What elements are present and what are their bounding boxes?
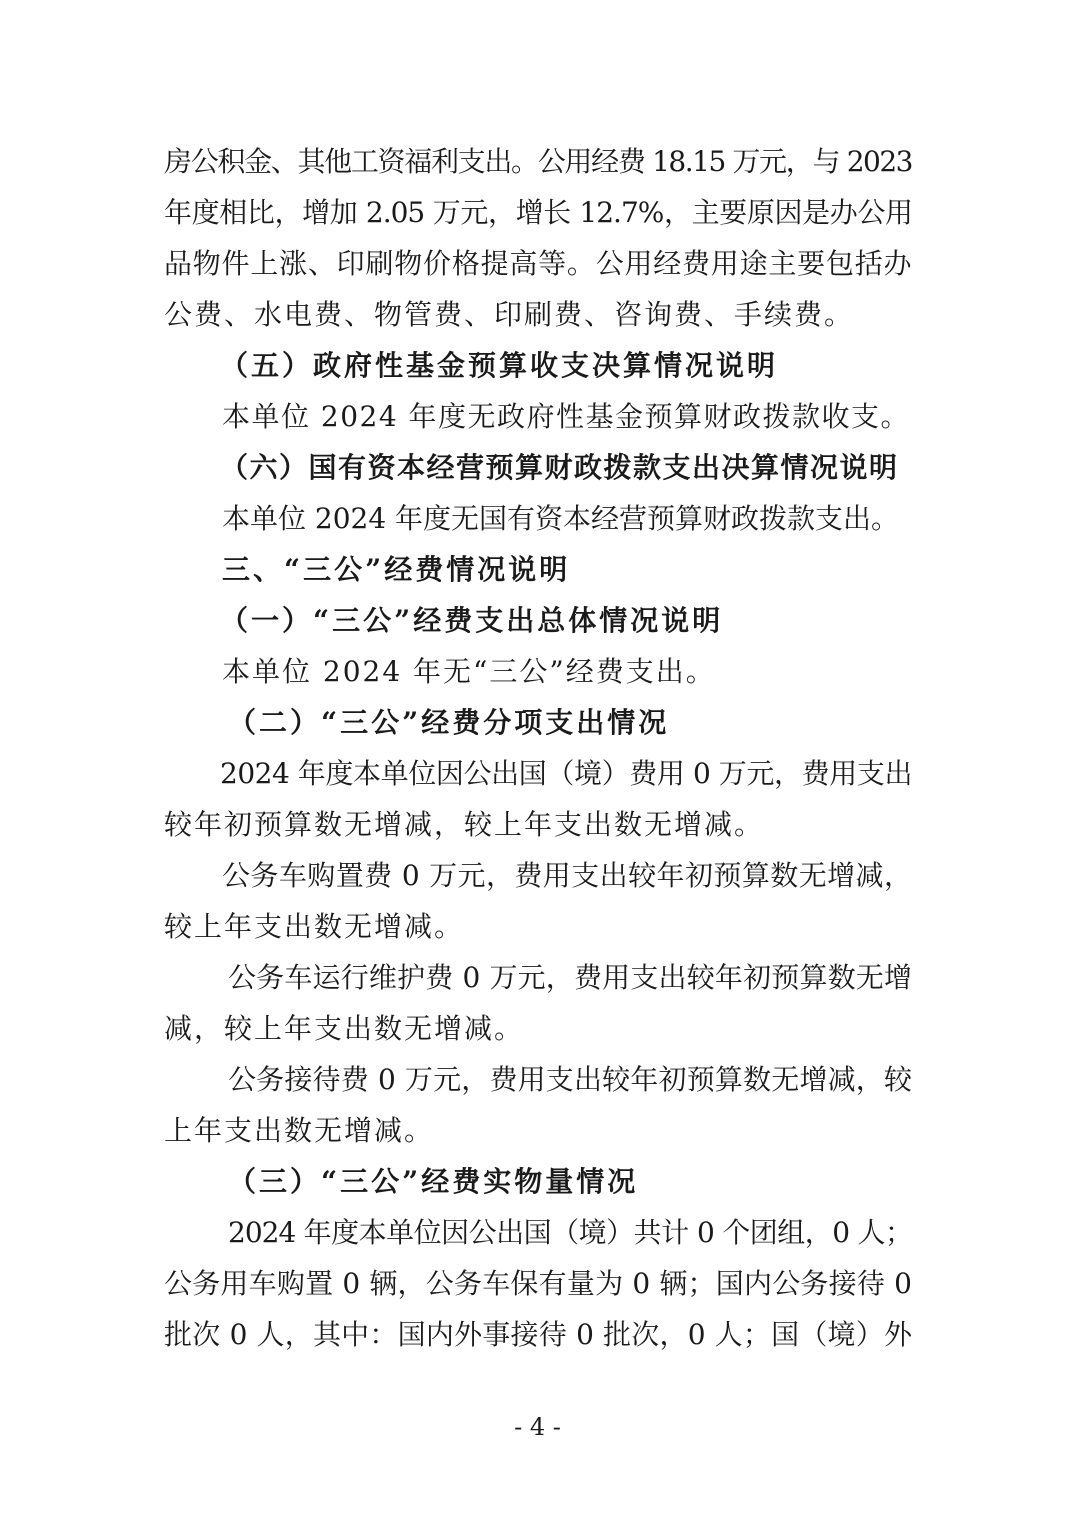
section-heading: （二）“三公”经费分项支出情况 xyxy=(228,706,670,739)
paragraph-line: 品物件上涨、印刷物价格提高等。公用经费用途主要包括办 xyxy=(164,247,912,280)
paragraph-line: 批次 0 人，其中：国内外事接待 0 批次，0 人；国（境）外 xyxy=(164,1318,912,1351)
chapter-heading: 三、“三公”经费情况说明 xyxy=(222,553,571,586)
paragraph-line: 公务接待费 0 万元，费用支出较年初预算数无增减，较 xyxy=(228,1063,912,1096)
paragraph-line: 公务用车购置 0 辆，公务车保有量为 0 辆；国内公务接待 0 xyxy=(164,1267,912,1300)
section-heading: （三）“三公”经费实物量情况 xyxy=(228,1165,639,1198)
paragraph-line: 本单位 2024 年度无国有资本经营预算财政拨款支出。 xyxy=(222,502,900,535)
section-heading: （一）“三公”经费支出总体情况说明 xyxy=(220,604,724,637)
paragraph-line: 减，较上年支出数无增减。 xyxy=(164,1012,525,1045)
paragraph-line: 较年初预算数无增减，较上年支出数无增减。 xyxy=(164,808,765,841)
paragraph-line: 2024 年度本单位因公出国（境）共计 0 个团组，0 人； xyxy=(228,1216,912,1249)
paragraph-line: 本单位 2024 年度无政府性基金预算财政拨款收支。 xyxy=(222,400,911,433)
paragraph-line: 本单位 2024 年无“三公”经费支出。 xyxy=(222,655,716,688)
paragraph-line: 公务车运行维护费 0 万元，费用支出较年初预算数无增 xyxy=(228,961,912,994)
section-heading: （六）国有资本经营预算财政拨款支出决算情况说明 xyxy=(220,451,899,484)
paragraph-line: 较上年支出数无增减。 xyxy=(164,910,465,943)
paragraph-line: 上年支出数无增减。 xyxy=(164,1114,435,1147)
section-heading: （五）政府性基金预算收支决算情况说明 xyxy=(220,349,779,382)
paragraph-line: 2024 年度本单位因公出国（境）费用 0 万元，费用支出 xyxy=(220,757,912,790)
paragraph-line: 年度相比，增加 2.05 万元，增长 12.7%，主要原因是办公用 xyxy=(164,196,912,229)
page-number: - 4 - xyxy=(514,1413,561,1441)
paragraph-line: 公务车购置费 0 万元，费用支出较年初预算数无增减， xyxy=(222,859,912,892)
document-body xyxy=(164,136,912,1360)
paragraph-line: 公费、水电费、物管费、印刷费、咨询费、手续费。 xyxy=(164,298,855,331)
paragraph-line: 房公积金、其他工资福利支出。公用经费 18.15 万元，与 2023 xyxy=(164,145,912,178)
